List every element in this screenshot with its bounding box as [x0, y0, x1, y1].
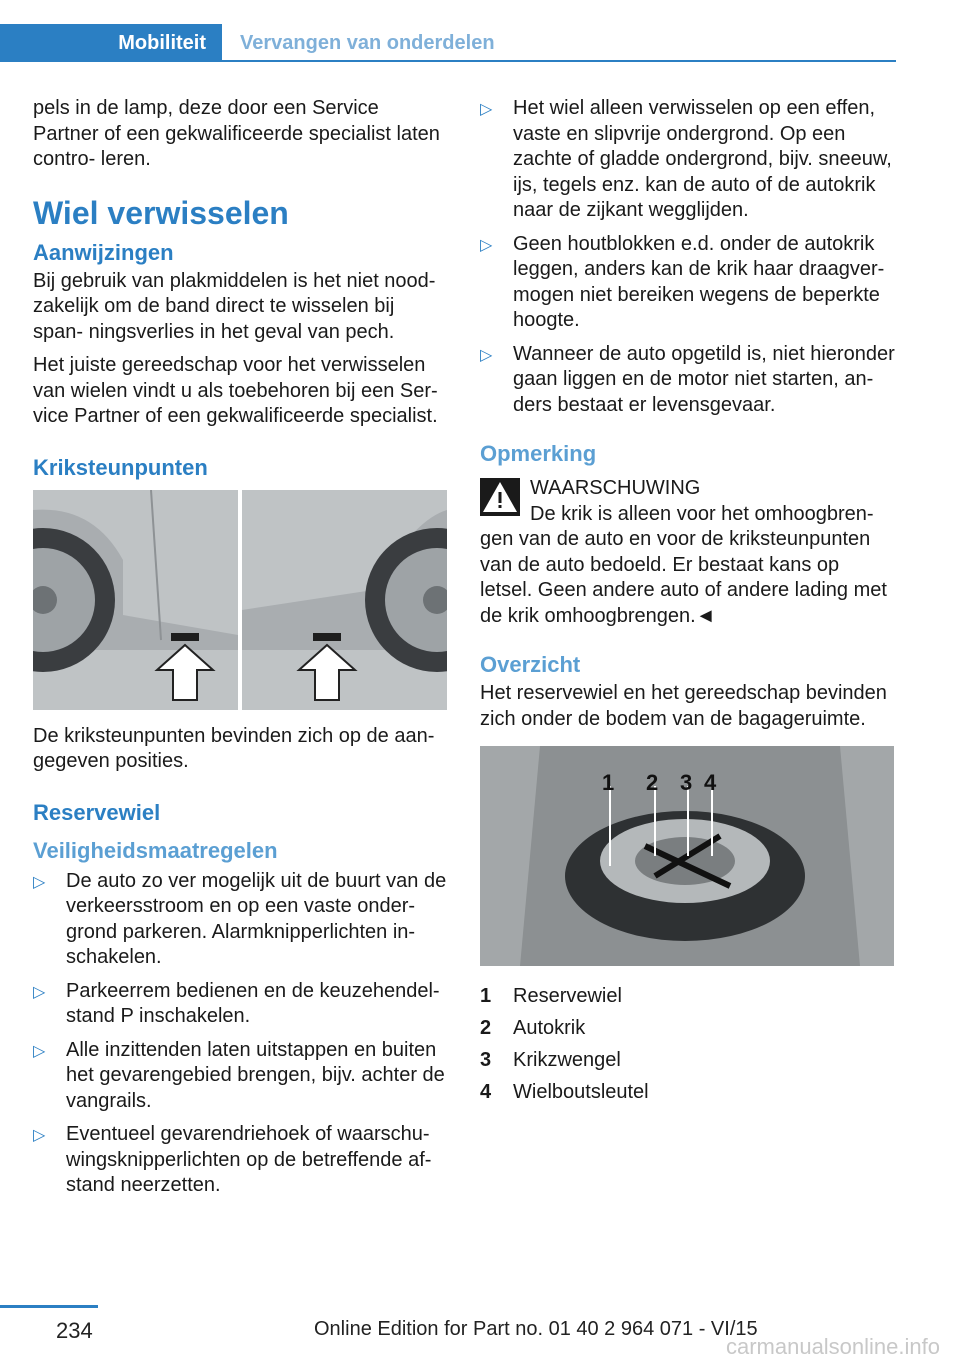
jack-points-image	[33, 490, 447, 710]
chapter-tab[interactable]	[0, 24, 222, 62]
left-column	[33, 96, 449, 1207]
component-legend	[480, 980, 896, 1108]
page-header	[0, 24, 896, 62]
list-item	[480, 96, 896, 224]
triangle-bullet-icon: ▷	[33, 873, 46, 891]
legend-label: Reservewiel	[513, 985, 622, 1007]
list-item	[33, 979, 449, 1030]
warning-block	[480, 476, 896, 527]
section-tab[interactable]	[222, 24, 495, 62]
callout-4: 4	[704, 770, 717, 795]
list-item-text: Alle inzittenden laten uitstappen en buiten het gevarengebied brengen, bijv. achter de vangrails.	[66, 1038, 445, 1112]
page-title: Wiel verwisselen	[33, 194, 289, 231]
section-label: Vervangen van onderdelen	[240, 31, 495, 54]
spare-wheel-heading: Reservewiel	[33, 799, 161, 825]
triangle-bullet-icon: ▷	[33, 1127, 46, 1144]
intro-paragraph: pels in de lamp, deze door een Service Partner of een gekwalificeerde specialist laten contro- leren.	[33, 97, 440, 170]
legend-row	[480, 980, 896, 1012]
list-item-text: Parkeerrem bedienen en de keuzehendel- stand P inschakelen.	[66, 979, 440, 1027]
list-item	[33, 1038, 449, 1115]
jack-points-caption: De kriksteunpunten bevinden zich op de aan- gegeven posities.	[33, 724, 435, 772]
overview-heading: Overzicht	[480, 652, 581, 677]
legend-label: Krikzwengel	[513, 1049, 621, 1071]
safety-list-continued	[480, 96, 896, 418]
list-item-text: Geen houtblokken e.d. onder de autokrik leggen, anders kan de krik haar draagver- mogen niet bereiken wegens de beperkte hoogte.	[513, 232, 885, 331]
warning-title: WAARSCHUWING	[530, 477, 701, 499]
triangle-bullet-icon: ▷	[480, 236, 493, 254]
list-item-text: Eventueel gevarendriehoek of waarschu- wingsknipperlichten op de betreffende af- stand neerzetten.	[66, 1123, 432, 1196]
warning-text: gen van de auto en voor de kriksteunpunten van de auto bedoeld. Er bestaat kans op letsel. Geen andere auto of andere lading met de krik omhoogbrengen.◄	[480, 528, 887, 627]
triangle-bullet-icon: ▷	[33, 1042, 46, 1060]
overview-text: Het reservewiel en het gereedschap bevinden zich onder de bodem van de bagageruimte.	[480, 682, 887, 730]
remark-heading: Opmerking	[480, 441, 597, 466]
right-column	[480, 96, 896, 1108]
legend-number: 2	[480, 1017, 492, 1039]
list-item-text: De auto zo ver mogelijk uit de buurt van de verkeersstroom en op een vaste onder- grond parkeren. Alarmknipperlichten in- schakelen.	[66, 869, 447, 968]
legend-row	[480, 1012, 896, 1044]
triangle-bullet-icon: ▷	[480, 346, 493, 364]
callout-2: 2	[646, 770, 659, 795]
list-item	[33, 1122, 449, 1199]
spare-wheel-image	[480, 746, 894, 966]
legend-number: 4	[480, 1081, 492, 1103]
safety-list	[33, 869, 449, 1199]
header-rule	[222, 60, 896, 62]
warning-first-line: De krik is alleen voor het omhoogbren-	[530, 502, 874, 525]
list-item-text: Het wiel alleen verwisselen op een effen, vaste en slipvrije ondergrond. Op een zachte of gladde ondergrond, bijv. sneeuw, ijs, tegels enz. kan de auto of de autokrik naar de zijkant wegglijden.	[513, 97, 892, 221]
notes-paragraph-2: Het juiste gereedschap voor het verwisselen van wielen vindt u als toebehoren bij een Ser- vice Partner of een gekwalificeerde specialist.	[33, 354, 438, 427]
legend-number: 1	[480, 985, 492, 1007]
legend-row	[480, 1076, 896, 1108]
footer-rule	[0, 1305, 98, 1308]
list-item	[33, 869, 449, 971]
notes-heading: Aanwijzingen	[33, 239, 174, 265]
list-item	[480, 232, 896, 334]
callout-3: 3	[680, 770, 693, 795]
spare-wheel-illustration	[480, 746, 894, 966]
notes-paragraph-1: Bij gebruik van plakmiddelen is het niet nood- zakelijk om de band direct te wisselen bij span- ningsverlies in het geval van pech.	[33, 269, 436, 343]
list-item-text: Wanneer de auto opgetild is, niet hieronder gaan liggen en de motor niet starten, an- ders bestaat er levensgevaar.	[513, 342, 895, 416]
page-number: 234	[56, 1318, 93, 1343]
watermark: carmanualsonline.info	[725, 1334, 940, 1359]
triangle-bullet-icon: ▷	[33, 983, 46, 1001]
list-item	[480, 342, 896, 419]
legend-number: 3	[480, 1049, 492, 1071]
safety-heading: Veiligheidsmaatregelen	[33, 837, 278, 863]
jack-points-heading: Kriksteunpunten	[33, 454, 208, 480]
edition-note: Online Edition for Part no. 01 40 2 964 071 - VI/15	[314, 1318, 758, 1340]
legend-label: Wielboutsleutel	[513, 1081, 649, 1103]
legend-label: Autokrik	[513, 1017, 586, 1039]
warning-triangle-icon	[480, 478, 520, 516]
chapter-label: Mobiliteit	[118, 31, 206, 54]
jack-points-illustration	[33, 490, 447, 710]
legend-row	[480, 1044, 896, 1076]
triangle-bullet-icon: ▷	[480, 101, 493, 118]
callout-1: 1	[602, 770, 615, 795]
